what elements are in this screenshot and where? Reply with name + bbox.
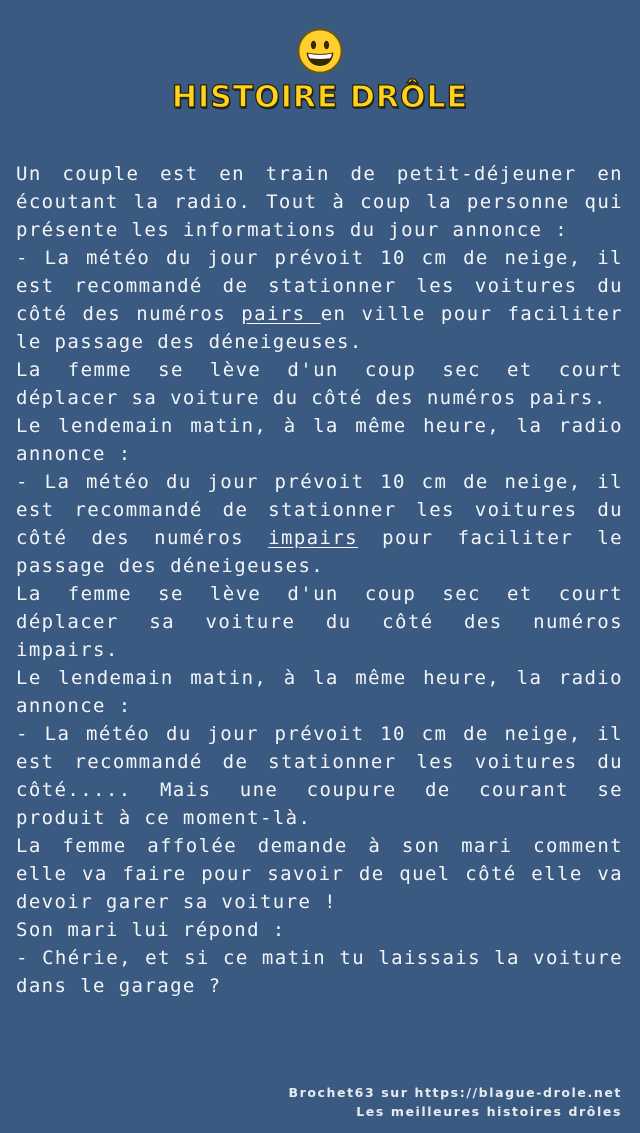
story-text-segment: - La météo du jour prévoit 10 cm de neige, il est recommandé de stationner les voitures du côté des numéros	[16, 247, 623, 325]
story-text-segment: - La météo du jour prévoit 10 cm de neige, il est recommandé de stationner les voitures du côté des numéros	[16, 471, 623, 549]
credit-line: Brochet63 sur https://blague-drole.net	[288, 1085, 622, 1100]
grinning-face-icon	[297, 28, 343, 74]
story-text	[16, 160, 623, 1000]
story-paragraph: Le lendemain matin, à la même heure, la radio annonce :	[16, 415, 623, 465]
story-paragraph: Un couple est en train de petit-déjeuner en écoutant la radio. Tout à coup la personne qui présente les informations du jour annonce :	[16, 163, 623, 241]
header	[0, 28, 640, 115]
emphasis-impairs: impairs	[268, 527, 359, 549]
footer	[288, 1083, 622, 1121]
story-paragraph: Le lendemain matin, à la même heure, la radio annonce :	[16, 667, 623, 717]
story-paragraph: Son mari lui répond :	[16, 919, 286, 941]
story-paragraph	[16, 244, 623, 356]
story-text-segment: pour faciliter le passage des déneigeuses.	[16, 527, 623, 577]
page-title: HISTOIRE DRÔLE	[171, 80, 469, 115]
story-paragraph: La femme affolée demande à son mari comment elle va faire pour savoir de quel côté elle va devoir garer sa voiture !	[16, 835, 623, 913]
story-paragraph: La femme se lève d'un coup sec et court déplacer sa voiture du côté des numéros impairs.	[16, 583, 623, 661]
story-paragraph	[16, 468, 623, 580]
story-text-segment: en ville pour faciliter le passage des déneigeuses.	[16, 303, 624, 353]
story-paragraph: - Chérie, et si ce matin tu laissais la voiture dans le garage ?	[16, 947, 623, 997]
story-paragraph: La femme se lève d'un coup sec et court déplacer sa voiture du côté des numéros pairs.	[16, 359, 623, 409]
story-paragraph: - La météo du jour prévoit 10 cm de neige, il est recommandé de stationner les voitures du côté..... Mais une coupure de courant se produit à ce moment-là.	[16, 723, 623, 829]
emphasis-pairs: pairs	[241, 303, 321, 325]
tagline: Les meilleures histoires drôles	[356, 1104, 622, 1119]
